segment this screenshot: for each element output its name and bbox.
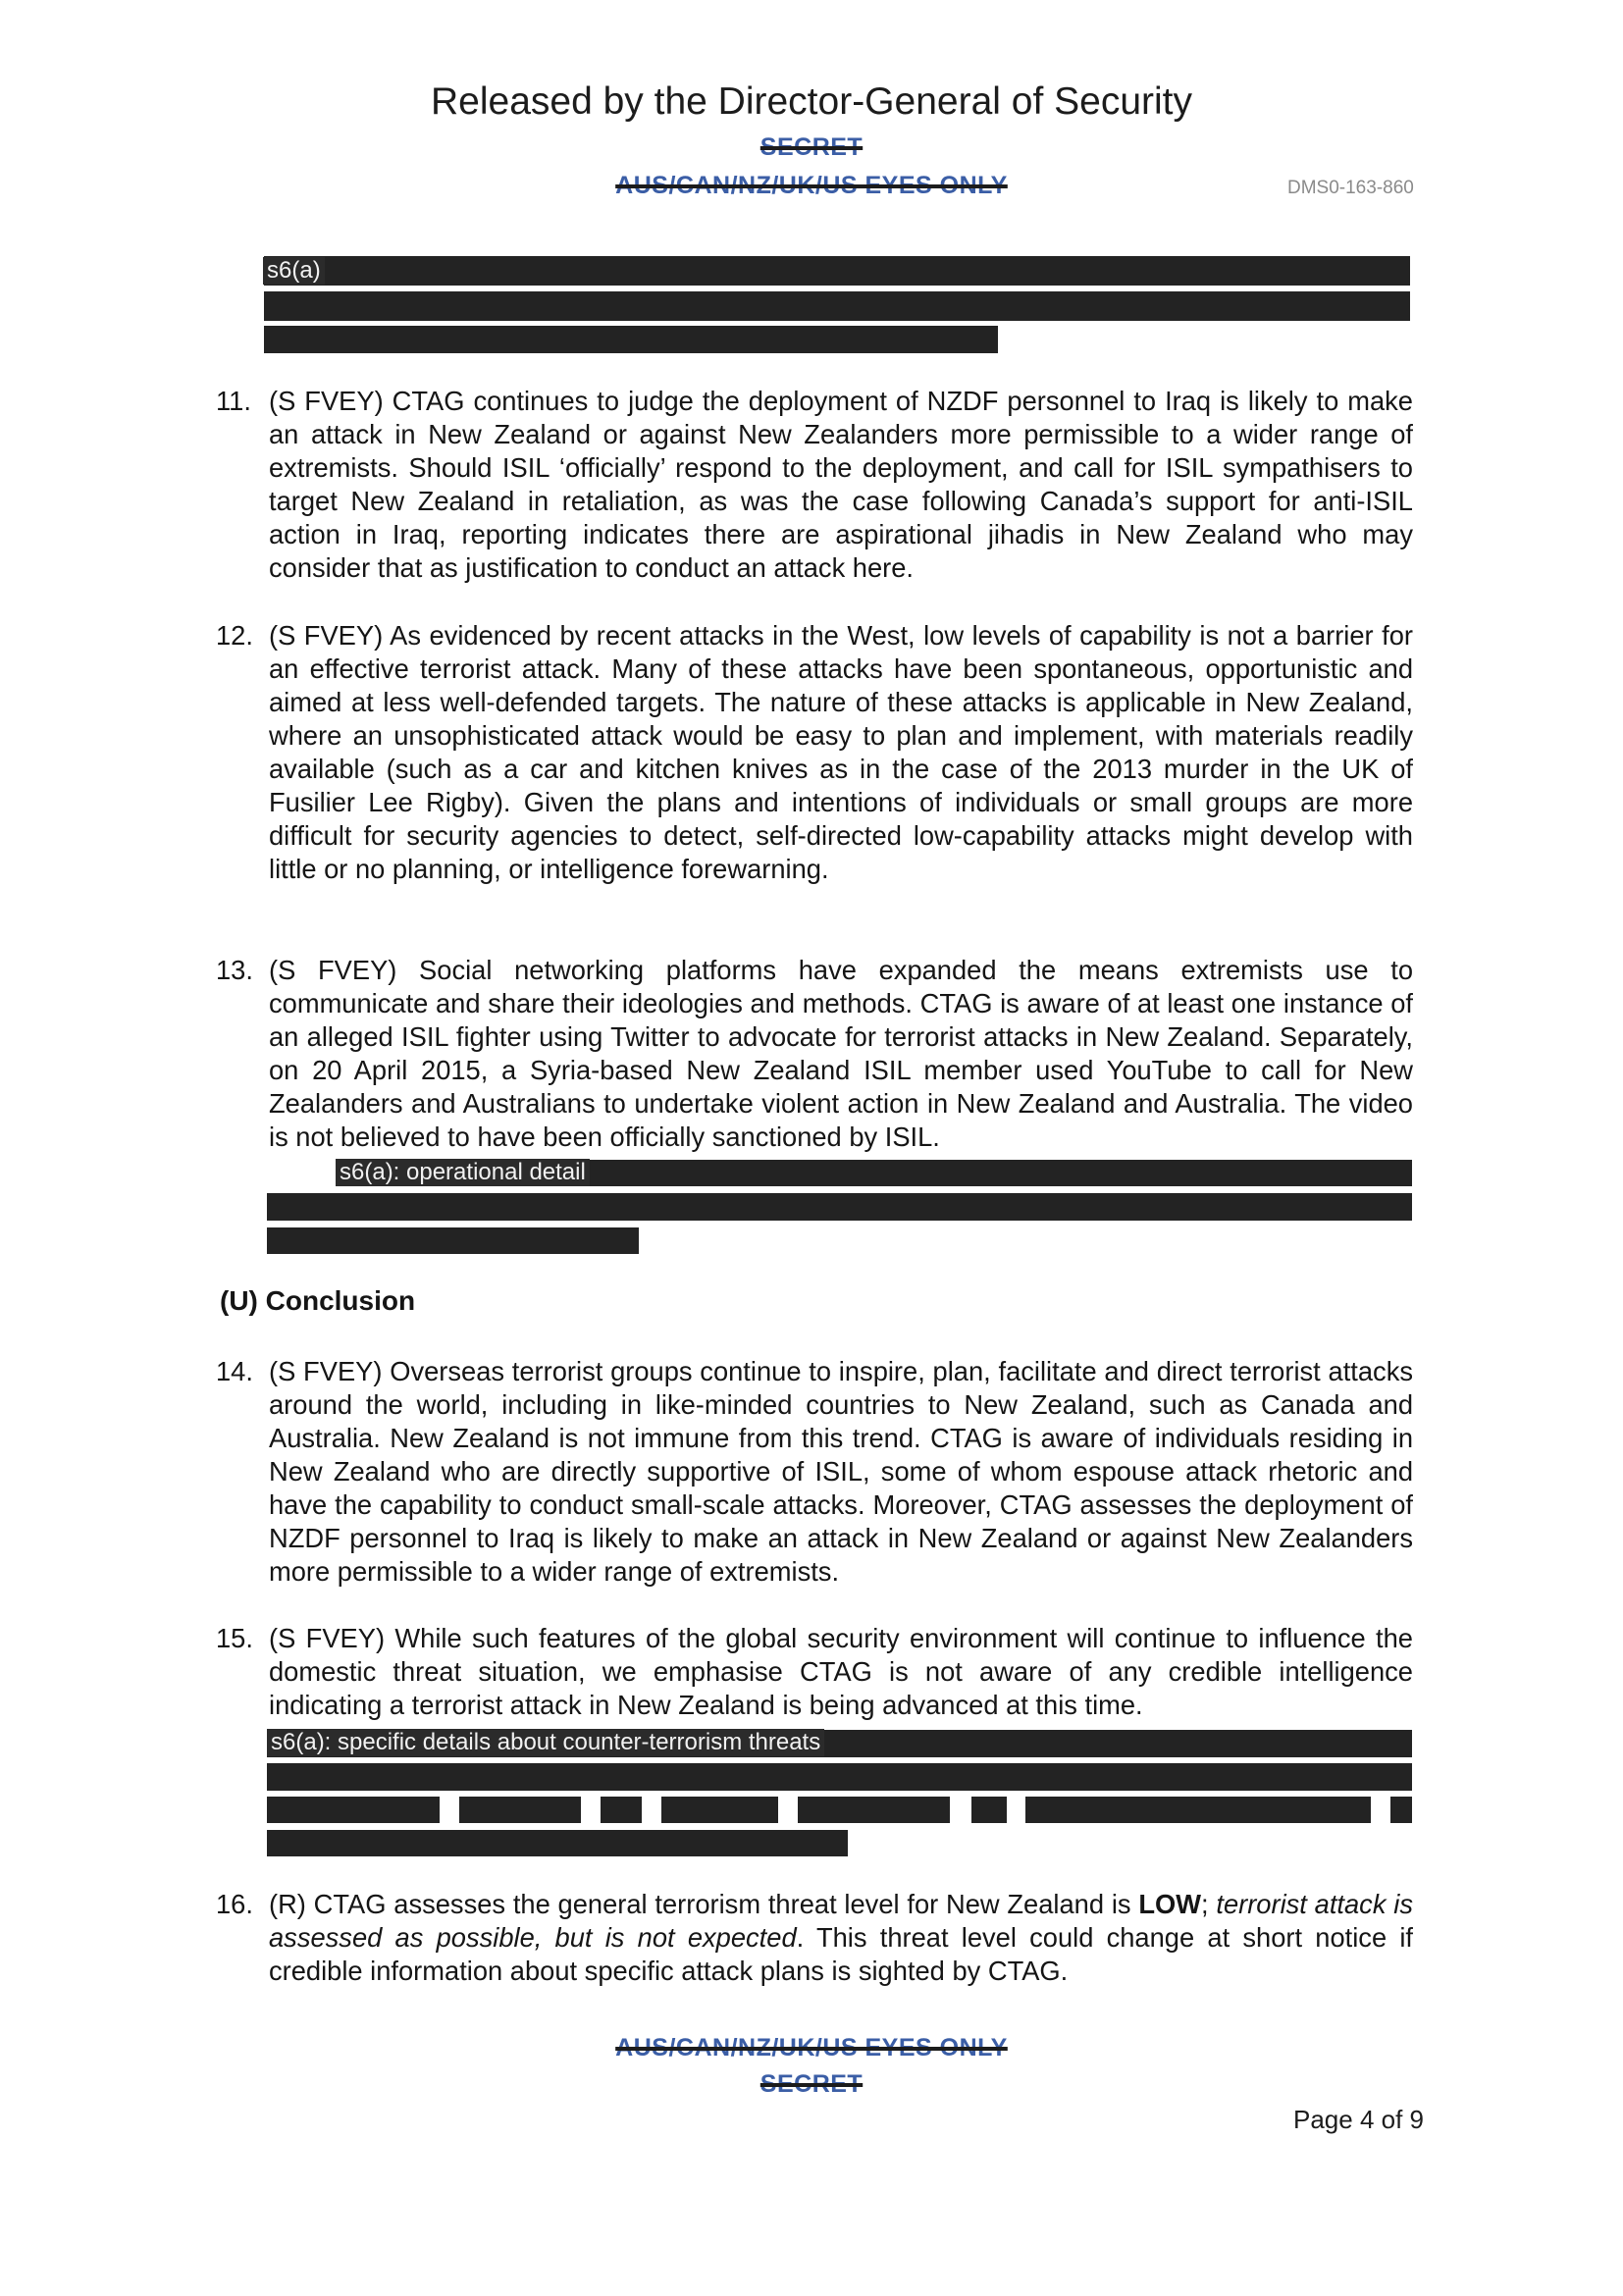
paragraph-number: 16. (216, 1889, 253, 1919)
paragraph-text: (S FVEY) Social networking platforms have expanded the means extremists use to communicate and share their ideologies and methods. CTAG is aware of at least one instance of an alleged ISIL fighter using Twitter to advocate for terrorist attacks in New Zealand. Separately, on 20 April 2015, a Syria-based New Zealand ISIL member used YouTube to call for New Zealanders and Australians to undertake violent action in New Zealand and Australia. The video is not believed to have been officially sanctioned by ISIL. (269, 955, 1413, 1152)
redaction-bar (267, 1830, 848, 1856)
paragraph-number: 12. (216, 620, 253, 651)
redaction-bar (264, 256, 1410, 286)
redaction-bar (459, 1797, 581, 1823)
redaction-bar (1025, 1797, 1371, 1823)
redaction-label-top: s6(a) (263, 257, 325, 285)
classification-marking-top: SECRET (759, 133, 864, 161)
redaction-bar (267, 1227, 639, 1254)
paragraph-text: (S FVEY) As evidenced by recent attacks in the West, low levels of capability is not a barrier for an effective terrorist attack. Many of these attacks have been spontaneous, opportunistic and aimed at less well-defended targets. The nature of these attacks is applicable in New Zealand, where an unsophisticated attack would be easy to plan and implement, with materials readily available (such as a car and kitchen knives as in the case of the 2013 murder in the UK of Fusilier Lee Rigby). Given the plans and intentions of individuals or small groups are more difficult for security agencies to detect, self-directed low-capability attacks might develop with little or no planning, or intelligence forewarning. (269, 620, 1413, 884)
redaction-bar (971, 1797, 1007, 1823)
paragraph-14 (218, 1355, 1413, 1589)
redaction-bar (264, 291, 1410, 321)
paragraph-text (269, 1888, 1413, 1988)
caveat-marking-top: AUS/CAN/NZ/UK/US EYES ONLY (615, 172, 1008, 199)
redaction-bar (267, 1763, 1412, 1791)
redaction-label-operational: s6(a): operational detail (336, 1159, 590, 1186)
paragraph-text-part: (R) CTAG assesses the general terrorism threat level for New Zealand is (269, 1889, 1139, 1919)
redaction-label-counter-terrorism: s6(a): specific details about counter-terrorism threats (267, 1729, 824, 1756)
caveat-marking-bottom: AUS/CAN/NZ/UK/US EYES ONLY (615, 2034, 1008, 2061)
paragraph-number: 15. (216, 1623, 253, 1653)
document-number: DMS0-163-860 (1287, 178, 1414, 198)
redaction-bar (798, 1797, 950, 1823)
release-header: Released by the Director-General of Security (430, 80, 1193, 123)
paragraph-number: 13. (216, 955, 253, 985)
redaction-bar (1390, 1797, 1412, 1823)
paragraph-text: (S FVEY) Overseas terrorist groups continue to inspire, plan, facilitate and direct terrorist attacks around the world, including in like-minded countries to New Zealand, such as Canada and Australia. New Zealand is not immune from this trend. CTAG is aware of individuals residing in New Zealand who are directly supportive of ISIL, some of whom espouse attack rhetoric and have the capability to conduct small-scale attacks. Moreover, CTAG assesses the deployment of NZDF personnel to Iraq is likely to make an attack in New Zealand or against New Zealanders more permissible to a wider range of extremists. (269, 1356, 1413, 1587)
redaction-bar (601, 1797, 642, 1823)
paragraph-text-part: . This threat level could change at short notice if credible information about specific attack plans is sighted by CTAG. (269, 1922, 1413, 1986)
redaction-bar (264, 326, 998, 353)
paragraph-number: 14. (216, 1356, 253, 1386)
paragraph-text-part: ; (1200, 1889, 1217, 1919)
paragraph-11 (218, 385, 1413, 585)
paragraph-15 (218, 1622, 1413, 1722)
threat-level: LOW (1138, 1889, 1201, 1919)
section-heading-conclusion: (U) Conclusion (220, 1285, 416, 1316)
redaction-bar (267, 1193, 1412, 1221)
paragraph-13 (218, 954, 1413, 1154)
paragraph-text: (S FVEY) CTAG continues to judge the deployment of NZDF personnel to Iraq is likely to make an attack in New Zealand or against New Zealanders more permissible to a wider range of extremists. Should ISIL ‘officially’ respond to the deployment, and call for ISIL sympathisers to target New Zealand in retaliation, as was the case following Canada’s support for anti-ISIL action in Iraq, reporting indicates there are aspirational jihadis in New Zealand who may consider that as justification to conduct an attack here. (269, 386, 1413, 583)
paragraph-number: 11. (216, 386, 251, 416)
paragraph-text: (S FVEY) While such features of the global security environment will continue to influence the domestic threat situation, we emphasise CTAG is not aware of any credible intelligence indicating a terrorist attack in New Zealand is being advanced at this time. (269, 1623, 1413, 1720)
redaction-bar (267, 1797, 440, 1823)
paragraph-16 (218, 1888, 1413, 1988)
classification-marking-bottom: SECRET (759, 2070, 864, 2098)
threat-level-definition: terrorist attack is assessed as possible, but is not expected (269, 1889, 1413, 1953)
paragraph-12 (218, 619, 1413, 886)
redaction-bar (661, 1797, 778, 1823)
page-number: Page 4 of 9 (1293, 2105, 1424, 2134)
